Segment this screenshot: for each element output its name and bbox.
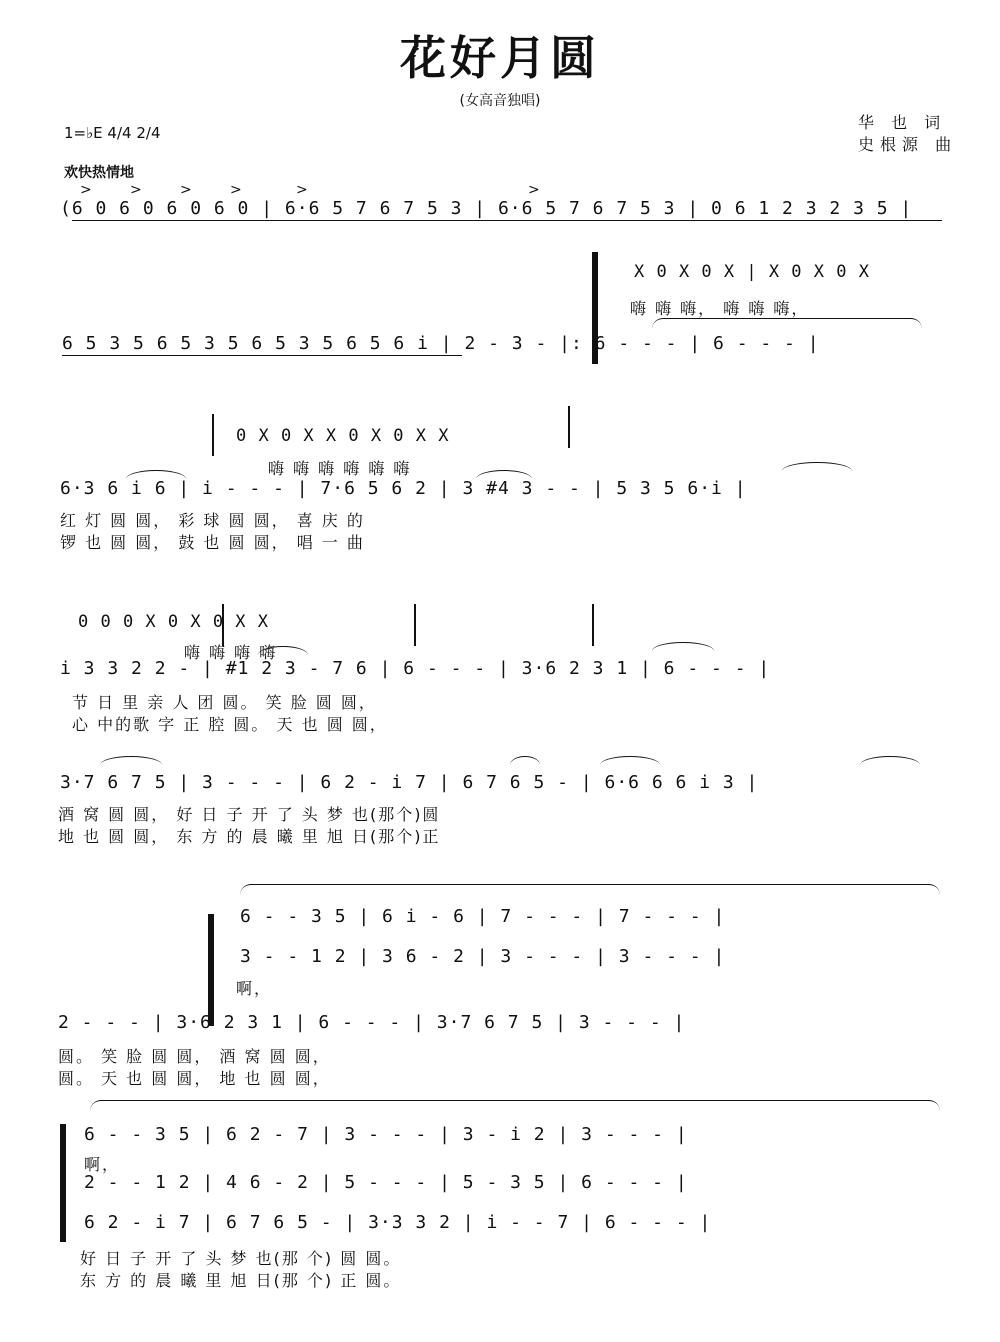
notation-line-7: 6 2 - i 7 | 6 7 6 5 - | 3·3 3 2 | i - - 7 | 6 - - - |: [84, 1212, 712, 1233]
accent-mark: >: [130, 182, 142, 198]
slur-mark: [652, 642, 714, 651]
accent-mark: >: [180, 182, 192, 198]
lyrics-5-verse-2: 地 也 圆 圆， 东 方 的 晨 曦 里 旭 日(那个)正: [58, 827, 441, 846]
tie-mark: [652, 318, 922, 329]
percussion-line-2: X 0 X 0 X | X 0 X 0 X: [634, 262, 870, 282]
notation-line-4: i 3 3 2 2 - | #1 2 3 - 7 6 | 6 - - - | 3·6 2 3 1 | 6 - - - |: [60, 658, 771, 679]
lyrics-6-verse-2: 圆。 天 也 圆 圆， 地 也 圆 圆，: [58, 1069, 331, 1088]
percussion-line-3: 0 X 0 X X 0 X 0 X X: [236, 426, 450, 446]
slur-mark: [860, 756, 920, 765]
lyrics-3-verse-1: 红 灯 圆 圆， 彩 球 圆 圆， 喜 庆 的: [60, 511, 365, 530]
score-bracket: [60, 1124, 66, 1242]
lyrics-7-verse-2: 东 方 的 晨 曦 里 旭 日(那 个) 正 圆。: [80, 1271, 402, 1290]
song-title: 花好月圆: [400, 31, 600, 85]
lyricist-credit: 华 也 词: [858, 113, 947, 132]
slur-mark: [782, 462, 852, 471]
lyrics-5-verse-1: 酒 窝 圆 圆， 好 日 子 开 了 头 梦 也(那个)圆: [58, 805, 441, 824]
accent-mark: >: [296, 182, 308, 198]
lyrics-4-verse-1: 节 日 里 亲 人 团 圆。 笑 脸 圆 圆，: [72, 693, 377, 712]
percussion-lyrics-3: 嗨 嗨 嗨 嗨 嗨 嗨: [268, 459, 412, 478]
score-bracket: [208, 914, 214, 1026]
accent-mark: >: [80, 182, 92, 198]
slur-mark: [258, 646, 308, 655]
phrase-slur: [240, 884, 940, 895]
lyrics-3-verse-2: 锣 也 圆 圆， 鼓 也 圆 圆， 唱 一 曲: [60, 533, 365, 552]
upper-voice-2-row-6: 3 - - 1 2 | 3 6 - 2 | 3 - - - | 3 - - - |: [240, 946, 726, 967]
lyrics-7-verse-1: 好 日 子 开 了 头 梦 也(那 个) 圆 圆。: [80, 1249, 402, 1268]
upper-voice-2-row-7: 2 - - 1 2 | 4 6 - 2 | 5 - - - | 5 - 3 5 | 6 - - - |: [84, 1172, 688, 1193]
bar-line: [212, 414, 214, 456]
slur-mark: [100, 756, 162, 765]
upper-voice-1-row-6: 6 - - 3 5 | 6 i - 6 | 7 - - - | 7 - - - |: [240, 906, 726, 927]
percussion-line-4: 0 0 0 X 0 X 0 X X: [78, 612, 269, 632]
aside-text-row-6: 啊，: [236, 979, 273, 998]
notation-line-3: 6·3 6 i 6 | i - - - | 7·6 5 6 2 | 3 #4 3 - - | 5 3 5 6·i |: [60, 478, 747, 499]
key-signature: 1=♭E 4/4 2/4: [64, 124, 161, 142]
notation-line-6: 2 - - - | 3·6 2 3 1 | 6 - - - | 3·7 6 7 5 | 3 - - - |: [58, 1012, 686, 1033]
bar-line: [414, 604, 416, 646]
song-subtitle: (女高音独唱): [459, 93, 541, 109]
phrase-slur: [90, 1100, 940, 1111]
slur-mark: [510, 756, 540, 765]
percussion-lyrics-2: 嗨 嗨 嗨， 嗨 嗨 嗨，: [630, 299, 810, 318]
upper-voice-1-row-7: 6 - - 3 5 | 6 2 - 7 | 3 - - - | 3 - i 2 | 3 - - - |: [84, 1124, 688, 1145]
slur-mark: [600, 756, 660, 765]
lyrics-6-verse-1: 圆。 笑 脸 圆 圆， 酒 窝 圆 圆，: [58, 1047, 331, 1066]
beam-line: [72, 220, 942, 221]
percussion-lyrics-4: 嗨 嗨 嗨 嗨: [184, 643, 278, 662]
tempo-marking: 欢快热情地: [64, 165, 134, 181]
notation-line-5: 3·7 6 7 5 | 3 - - - | 6 2 - i 7 | 6 7 6 5 - | 6·6 6 6 i 3 |: [60, 772, 759, 793]
beam-line: [62, 355, 462, 356]
aside-text-row-7: 啊，: [84, 1155, 121, 1174]
bar-line: [568, 406, 570, 448]
notation-line-2: 6 5 3 5 6 5 3 5 6 5 3 5 6 5 6 i | 2 - 3 - |: 6 - - - | 6 - - - |: [62, 333, 820, 354]
composer-credit: 史根源 曲: [858, 135, 958, 154]
accent-mark: >: [528, 182, 540, 198]
accent-mark: >: [230, 182, 242, 198]
notation-line-1: (6 0 6 0 6 0 6 0 | 6·6 5 7 6 7 5 3 | 6·6 5 7 6 7 5 3 | 0 6 1 2 3 2 3 5 |: [60, 198, 913, 219]
bar-line: [592, 604, 594, 646]
lyrics-4-verse-2: 心 中的歌 字 正 腔 圆。 天 也 圆 圆，: [72, 715, 388, 734]
